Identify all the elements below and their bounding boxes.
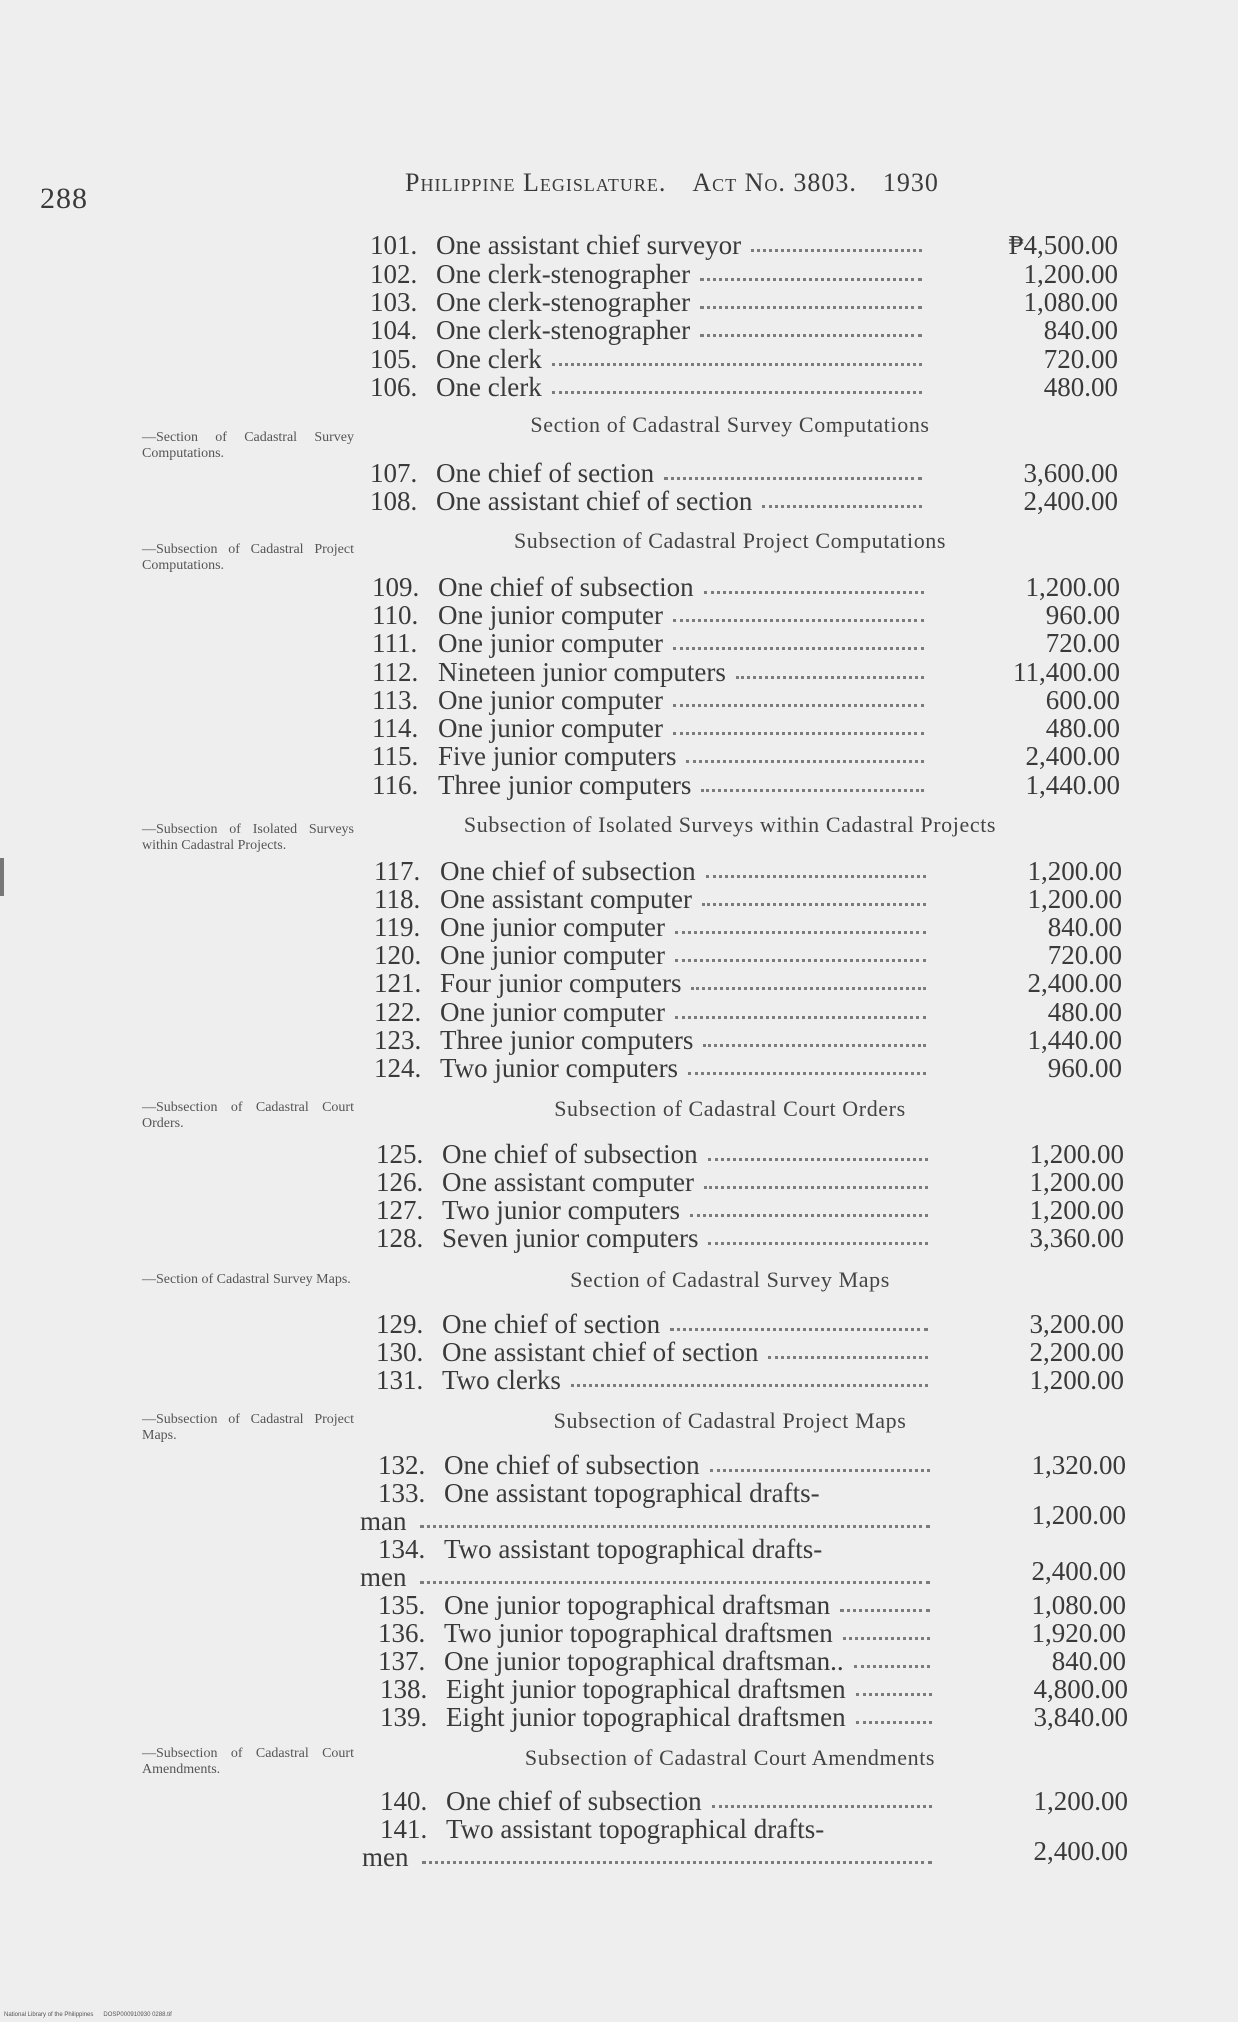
- entry-number: 140.: [380, 1786, 428, 1816]
- dot-leader: [703, 1044, 926, 1047]
- entry-description: Three junior computers: [440, 1025, 694, 1055]
- entry-amount: 720.00: [1047, 940, 1122, 970]
- entry-amount: 1,320.00: [1031, 1450, 1126, 1480]
- entry-description-continued: men: [360, 1562, 407, 1592]
- entry-number: 123.: [374, 1025, 422, 1055]
- entry-number: 114.: [372, 713, 419, 743]
- entry-description: One clerk-stenographer: [436, 259, 691, 289]
- entry-number: 117.: [374, 856, 421, 886]
- entry-description: Eight junior topographical draftsmen: [446, 1702, 846, 1732]
- dot-leader: [704, 591, 924, 594]
- entry-description: Two junior computers: [442, 1195, 681, 1225]
- dot-leader: [708, 1158, 928, 1161]
- entry-amount: 1,200.00: [1029, 1167, 1124, 1197]
- entry-amount: 3,600.00: [1023, 458, 1118, 488]
- entry-description: One assistant topographical drafts-: [444, 1478, 820, 1508]
- entry-amount: 1,440.00: [1027, 1025, 1122, 1055]
- entry-amount: 720.00: [1043, 344, 1118, 374]
- dot-leader: [700, 306, 922, 309]
- entry-amount: 2,200.00: [1029, 1337, 1124, 1367]
- entry-number: 130.: [376, 1337, 424, 1367]
- entry-number: 103.: [370, 287, 418, 317]
- entry-description: One junior computer: [440, 940, 665, 970]
- dot-leader: [700, 278, 922, 281]
- entry-number: 121.: [374, 968, 422, 998]
- entry-number: 108.: [370, 486, 418, 516]
- dot-leader: [664, 477, 922, 480]
- margin-note: —Section of Cadastral Survey Computations.: [142, 430, 354, 461]
- entry-number: 104.: [370, 315, 418, 345]
- entry-amount: 960.00: [1047, 1053, 1122, 1083]
- entry-amount: 1,200.00: [1029, 1139, 1124, 1169]
- section-heading: Subsection of Isolated Surveys within Cadastral Projects: [463, 812, 997, 837]
- entry-description: One clerk-stenographer: [436, 315, 691, 345]
- dot-leader: [751, 249, 922, 252]
- entry-description: One chief of section: [436, 458, 655, 488]
- margin-note: —Subsection of Isolated Surveys within Cadastral Projects.: [142, 822, 354, 853]
- entry-amount: 1,080.00: [1023, 287, 1118, 317]
- dot-leader: [673, 704, 924, 707]
- act-number: Act No. 3803.: [692, 168, 857, 197]
- running-head: [405, 168, 939, 198]
- entry-number: 122.: [374, 997, 422, 1027]
- entry-description: One assistant chief surveyor: [436, 230, 742, 260]
- section-heading: Section of Cadastral Survey Computations: [530, 412, 930, 437]
- entry-number: 105.: [370, 344, 418, 374]
- entry-description: One assistant chief of section: [436, 486, 753, 516]
- entry-number: 113.: [372, 685, 419, 715]
- section-heading: Subsection of Cadastral Court Orders: [554, 1096, 906, 1121]
- section-heading: Subsection of Cadastral Project Maps: [553, 1408, 907, 1433]
- dot-leader: [704, 1186, 928, 1189]
- entry-description: One clerk: [436, 372, 542, 402]
- entry-number: 134.: [378, 1534, 426, 1564]
- entry-number: 133.: [378, 1478, 426, 1508]
- entry-number: 107.: [370, 458, 418, 488]
- entry-description: One assistant chief of section: [442, 1337, 759, 1367]
- entry-description: One chief of subsection: [442, 1139, 698, 1169]
- entry-number: 116.: [372, 770, 419, 800]
- entry-description: Two assistant topographical drafts-: [446, 1814, 825, 1844]
- dot-leader: [736, 676, 924, 679]
- entry-amount: 1,200.00: [1029, 1195, 1124, 1225]
- entry-description: One junior computer: [438, 600, 663, 630]
- entry-number: 109.: [372, 572, 420, 602]
- entry-number: 129.: [376, 1309, 424, 1339]
- entry-description: Nineteen junior computers: [438, 657, 726, 687]
- dot-leader: [688, 1072, 926, 1075]
- entry-number: 101.: [370, 230, 418, 260]
- entry-number: 120.: [374, 940, 422, 970]
- dot-leader: [702, 903, 926, 906]
- entry-description: Eight junior topographical draftsmen: [446, 1674, 846, 1704]
- section-heading: Subsection of Cadastral Court Amendments: [524, 1745, 936, 1770]
- footer-library: National Library of the Philippines: [4, 2012, 94, 2018]
- entry-number: 115.: [372, 741, 419, 771]
- dot-leader: [673, 647, 924, 650]
- entry-description: One assistant computer: [442, 1167, 694, 1197]
- scan-edge-mark: [0, 858, 4, 896]
- publication-title: Philippine Legislature.: [405, 168, 667, 197]
- entry-amount: 720.00: [1045, 628, 1120, 658]
- entry-number: 102.: [370, 259, 418, 289]
- entry-amount: 840.00: [1043, 315, 1118, 345]
- entry-number: 126.: [376, 1167, 424, 1197]
- dot-leader: [843, 1637, 930, 1640]
- dot-leader: [675, 959, 926, 962]
- dot-leader: [552, 363, 922, 366]
- entry-amount: 2,400.00: [1023, 486, 1118, 516]
- entry-amount: 480.00: [1047, 997, 1122, 1027]
- dot-leader: [552, 391, 922, 394]
- dot-leader: [856, 1721, 932, 1724]
- dot-leader: [768, 1356, 928, 1359]
- entry-description: One junior topographical draftsman..: [444, 1646, 844, 1676]
- entry-amount: 840.00: [1047, 912, 1122, 942]
- dot-leader: [700, 334, 922, 337]
- entry-amount: 1,080.00: [1031, 1590, 1126, 1620]
- dot-leader: [670, 1328, 928, 1331]
- dot-leader: [712, 1805, 932, 1808]
- year: 1930: [882, 168, 939, 197]
- entry-description: One chief of subsection: [446, 1786, 702, 1816]
- entry-number: 112.: [372, 657, 419, 687]
- entry-description: One chief of subsection: [440, 856, 696, 886]
- entry-description: Two junior topographical draftsmen: [444, 1618, 833, 1648]
- dot-leader: [420, 1525, 930, 1528]
- page-number: 288: [40, 182, 88, 215]
- dot-leader: [686, 760, 924, 763]
- entry-number: 119.: [374, 912, 421, 942]
- entry-amount: 1,200.00: [1031, 1500, 1126, 1530]
- entry-description: One clerk-stenographer: [436, 287, 691, 317]
- entry-description: One junior topographical draftsman: [444, 1590, 831, 1620]
- margin-note: —Subsection of Cadastral Project Maps.: [142, 1412, 354, 1443]
- entry-description: One junior computer: [438, 685, 663, 715]
- entry-description: Two clerks: [442, 1365, 561, 1395]
- entry-number: 132.: [378, 1450, 426, 1480]
- entry-number: 127.: [376, 1195, 424, 1225]
- dot-leader: [840, 1609, 930, 1612]
- footer-code: DOSP000910930 0288.tif: [103, 2012, 172, 2018]
- entry-description: One chief of section: [442, 1309, 661, 1339]
- entry-number: 128.: [376, 1223, 424, 1253]
- entry-description: One clerk: [436, 344, 542, 374]
- entry-description: One chief of subsection: [444, 1450, 700, 1480]
- entry-amount: 3,840.00: [1033, 1702, 1128, 1732]
- entry-number: 125.: [376, 1139, 424, 1169]
- entry-number: 124.: [374, 1053, 422, 1083]
- entry-amount: 960.00: [1045, 600, 1120, 630]
- dot-leader: [420, 1581, 930, 1584]
- margin-note: —Subsection of Cadastral Court Amendments.: [142, 1746, 354, 1777]
- entry-description: Three junior computers: [438, 770, 692, 800]
- margin-note: —Subsection of Cadastral Project Computations.: [142, 542, 354, 573]
- entry-number: 106.: [370, 372, 418, 402]
- entry-number: 137.: [378, 1646, 426, 1676]
- entry-amount: 1,200.00: [1023, 259, 1118, 289]
- dot-leader: [710, 1469, 930, 1472]
- margin-note: —Section of Cadastral Survey Maps.: [142, 1272, 351, 1287]
- entry-amount: 1,200.00: [1027, 884, 1122, 914]
- dot-leader: [854, 1665, 930, 1668]
- dot-leader: [701, 789, 924, 792]
- entry-amount: 4,800.00: [1033, 1674, 1128, 1704]
- entry-description: Seven junior computers: [442, 1223, 699, 1253]
- dot-leader: [675, 1016, 926, 1019]
- entry-number: 135.: [378, 1590, 426, 1620]
- dot-leader: [708, 1242, 928, 1245]
- section-heading: Subsection of Cadastral Project Computations: [513, 528, 947, 553]
- entry-description-continued: man: [360, 1506, 407, 1536]
- entry-amount: 600.00: [1045, 685, 1120, 715]
- margin-note: —Subsection of Cadastral Court Orders.: [142, 1100, 354, 1131]
- entry-number: 136.: [378, 1618, 426, 1648]
- entry-amount: 1,200.00: [1033, 1786, 1128, 1816]
- dot-leader: [673, 619, 924, 622]
- entry-amount: 2,400.00: [1027, 968, 1122, 998]
- entry-amount: 480.00: [1045, 713, 1120, 743]
- dot-leader: [706, 875, 926, 878]
- entry-description: One junior computer: [438, 713, 663, 743]
- entry-description: Two junior computers: [440, 1053, 679, 1083]
- entry-description: One junior computer: [440, 912, 665, 942]
- entry-amount: 2,400.00: [1025, 741, 1120, 771]
- entry-amount: 1,200.00: [1029, 1365, 1124, 1395]
- dot-leader: [675, 931, 926, 934]
- dot-leader: [691, 987, 926, 990]
- entry-amount: 480.00: [1043, 372, 1118, 402]
- entry-number: 139.: [380, 1702, 428, 1732]
- entry-amount: 1,920.00: [1031, 1618, 1126, 1648]
- section-heading: Section of Cadastral Survey Maps: [570, 1267, 890, 1292]
- entry-description: Five junior computers: [438, 741, 677, 771]
- dot-leader: [673, 732, 924, 735]
- scan-footer: [4, 2012, 182, 2018]
- entry-amount: 1,200.00: [1025, 572, 1120, 602]
- entry-number: 138.: [380, 1674, 428, 1704]
- entry-number: 131.: [376, 1365, 424, 1395]
- entry-amount: 2,400.00: [1033, 1836, 1128, 1866]
- entry-number: 118.: [374, 884, 421, 914]
- entry-description: One chief of subsection: [438, 572, 694, 602]
- entry-description-continued: men: [362, 1842, 409, 1872]
- entry-amount: 1,440.00: [1025, 770, 1120, 800]
- entry-description: Two assistant topographical drafts-: [444, 1534, 823, 1564]
- entry-amount: 3,200.00: [1029, 1309, 1124, 1339]
- dot-leader: [690, 1214, 928, 1217]
- entry-description: One assistant computer: [440, 884, 692, 914]
- entry-number: 141.: [380, 1814, 428, 1844]
- entry-description: One junior computer: [438, 628, 663, 658]
- dot-leader: [571, 1384, 928, 1387]
- entry-description: One junior computer: [440, 997, 665, 1027]
- entry-amount: ₱4,500.00: [1008, 230, 1118, 260]
- entry-amount: 11,400.00: [1013, 657, 1120, 687]
- entry-amount: 3,360.00: [1029, 1223, 1124, 1253]
- entry-description: Four junior computers: [440, 968, 682, 998]
- entry-amount: 2,400.00: [1031, 1556, 1126, 1586]
- dot-leader: [856, 1693, 932, 1696]
- entry-amount: 840.00: [1051, 1646, 1126, 1676]
- entry-number: 111.: [372, 628, 418, 658]
- entry-amount: 1,200.00: [1027, 856, 1122, 886]
- entry-number: 110.: [372, 600, 419, 630]
- dot-leader: [422, 1861, 932, 1864]
- dot-leader: [762, 505, 922, 508]
